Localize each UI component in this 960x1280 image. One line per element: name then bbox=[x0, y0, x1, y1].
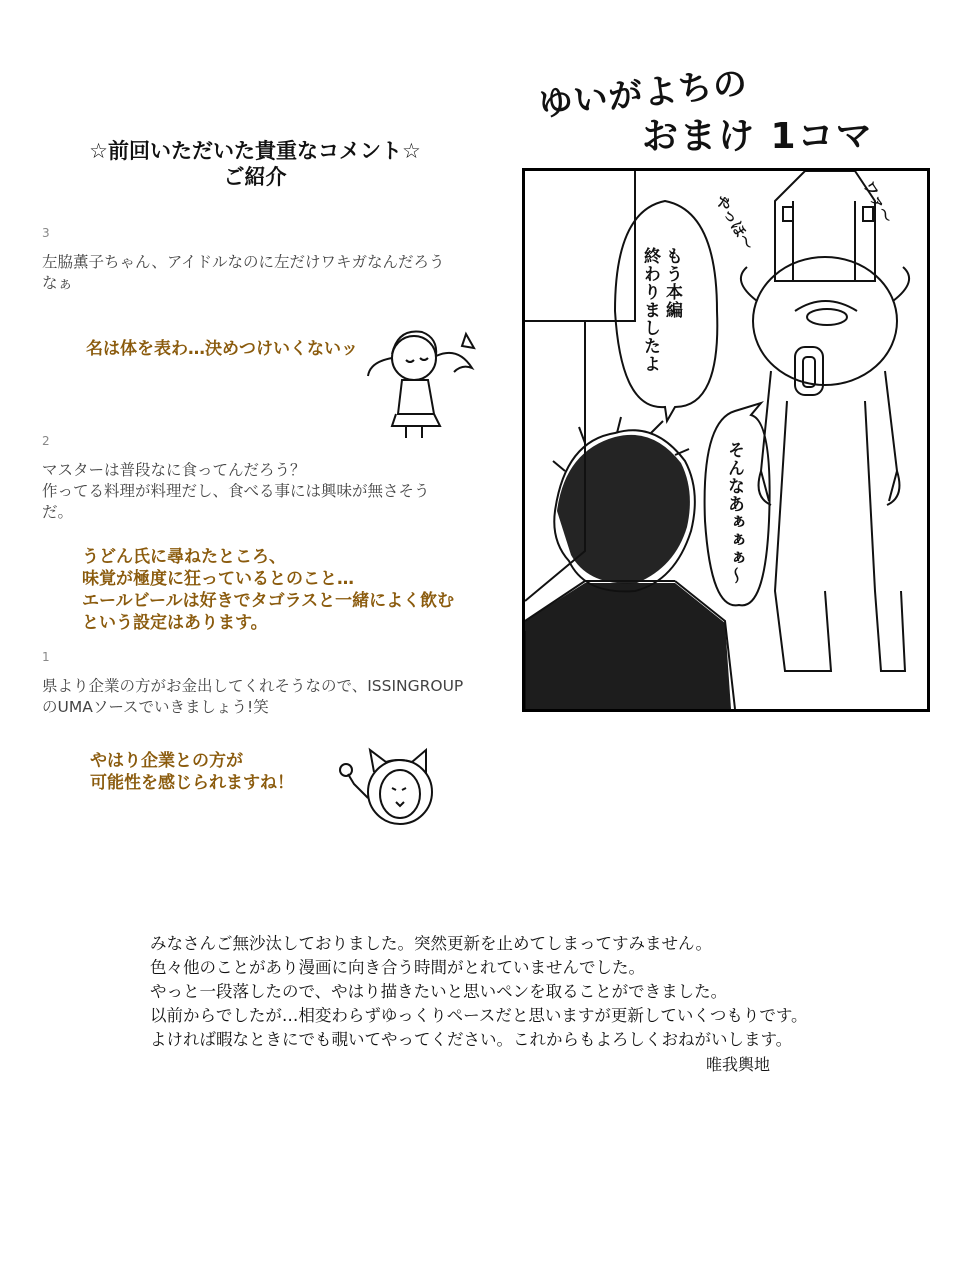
section-title-line2: ご紹介 bbox=[223, 165, 287, 189]
reply-line: 味覚が極度に狂っているとのこと… bbox=[82, 569, 354, 589]
author-reply bbox=[86, 338, 358, 360]
reply-line: 可能性を感じられますね！ bbox=[90, 773, 294, 793]
comment-line: だ。 bbox=[42, 503, 74, 521]
reply-line: という設定はあります。 bbox=[82, 613, 268, 633]
sfx-yahho: やっほ〜 bbox=[711, 192, 758, 253]
reply-line: やはり企業との方が bbox=[90, 751, 243, 771]
speech-line: そんなあぁぁぁ～ bbox=[724, 441, 744, 585]
corner-title bbox=[530, 58, 910, 158]
notice-line: やっと一段落したので、やはり描きたいと思いペンを取ることができました。 bbox=[150, 982, 728, 1001]
author-signature: 唯我輿地 bbox=[706, 1055, 771, 1074]
author-reply bbox=[90, 750, 294, 794]
speech-bubble-2-text bbox=[723, 441, 745, 611]
cat-mascot-illustration bbox=[334, 744, 444, 828]
comment-number: 1 bbox=[42, 650, 50, 664]
reply-line: エールビールは好きでタゴラスと一緒によく飲む bbox=[82, 591, 455, 611]
comment-number: 2 bbox=[42, 434, 50, 448]
notice-line: 色々他のことがあり漫画に向き合う時間がとれていませんでした。 bbox=[150, 958, 645, 977]
author-notice bbox=[150, 932, 910, 1052]
notice-line: よければ暇なときにでも覗いてやってください。これからもよろしくおねがいします。 bbox=[150, 1030, 793, 1049]
comic-panel bbox=[522, 168, 930, 712]
panel-background-art bbox=[525, 171, 927, 709]
comment-line: 左脇薫子ちゃん、アイドルなのに左だけワキガなんだろう bbox=[42, 253, 445, 271]
speech-line: もう本編 bbox=[662, 247, 682, 319]
idol-girl-illustration bbox=[362, 318, 492, 442]
comment-line: マスターは普段なに食ってんだろう？ bbox=[42, 461, 306, 479]
comment-line: 作ってる料理が料理だし、食べる事には興味が無さそう bbox=[42, 482, 430, 500]
comment-line: 県より企業の方がお金出してくれそうなので、ISSINGROUP bbox=[42, 677, 464, 695]
notice-line: みなさんご無沙汰しておりました。突然更新を止めてしまってすみません。 bbox=[150, 934, 712, 953]
corner-title-line2: おまけ 1コマ bbox=[642, 116, 874, 157]
comments-section-title bbox=[40, 138, 470, 190]
comment-number: 3 bbox=[42, 226, 50, 240]
speech-bubble-1-text bbox=[639, 247, 683, 407]
sfx-waa: ワァ〜 bbox=[859, 177, 897, 226]
comment-text bbox=[42, 460, 482, 523]
reply-line: 名は体を表わ…決めつけいくないッ bbox=[86, 339, 358, 359]
speech-line: 終わりましたよ bbox=[640, 247, 660, 373]
comment-line: のUMAソースでいきましょう!笑 bbox=[42, 698, 269, 716]
section-title-line1: ☆前回いただいた貴重なコメント☆ bbox=[89, 139, 421, 163]
notice-line: 以前からでしたが…相変わらずゆっくりペースだと思いますが更新していくつもりです。 bbox=[150, 1006, 808, 1025]
author-reply bbox=[82, 546, 454, 634]
comment-text bbox=[42, 252, 482, 294]
comment-line: なぁ bbox=[42, 274, 74, 292]
corner-title-line1: ゆいがよちの bbox=[536, 63, 750, 125]
comment-text bbox=[42, 676, 482, 718]
reply-line: うどん氏に尋ねたところ、 bbox=[82, 547, 286, 567]
